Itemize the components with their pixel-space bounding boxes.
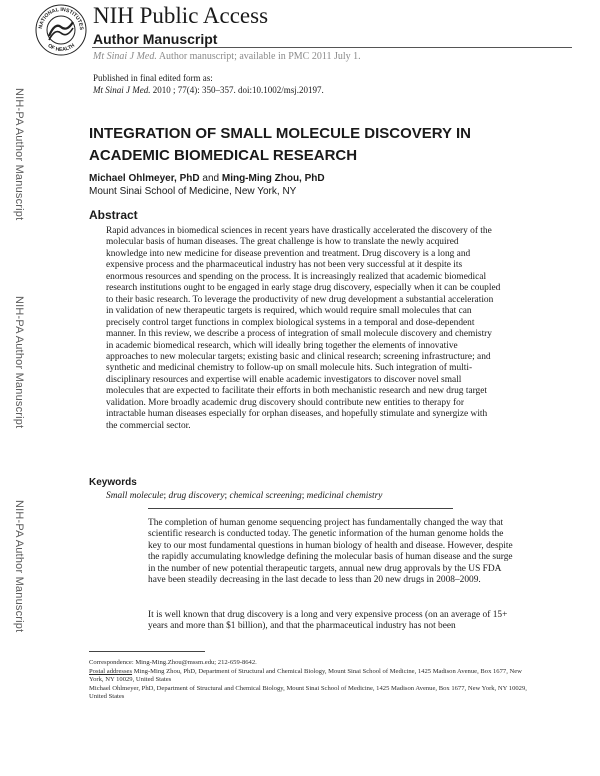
keyword-separator: ;	[224, 491, 230, 501]
body-divider	[148, 508, 453, 509]
footnote-divider	[89, 651, 205, 652]
keyword-separator: ;	[163, 491, 169, 501]
published-in-label: Published in final edited form as:	[93, 73, 213, 83]
postal-address-label: Postal address	[89, 668, 127, 675]
abstract-heading: Abstract	[89, 208, 138, 222]
nih-public-access-title: NIH Public Access	[93, 3, 269, 28]
author-1: Michael Ohlmeyer, PhD	[89, 173, 200, 184]
author-conjunction: and	[199, 173, 222, 184]
keywords-heading: Keywords	[89, 477, 137, 488]
header-divider	[92, 47, 572, 48]
keyword: chemical screening	[229, 491, 302, 501]
postal-address-suffix: es	[126, 668, 133, 675]
availability-text: Author manuscript; available in PMC 2011 July 1.	[156, 51, 361, 62]
abstract-text: Rapid advances in biomedical sciences in recent years have drastically accelerated the discovery of the molecular basis of human diseases. The great challenge is how to translate the newly acquired knowledge into new medicine for disease prevention and treatment. Drug discovery is a long and expensive process and the pharmaceutical industry has not been very successful at it despite its enormous resources and spending on the process. It is increasingly realized that academic biomedical research institutions ought to be engaged in early stage drug discovery, especially when it can be coupled to their basic research. To leverage the productivity of new drug development a substantial acceleration in validation of new therapeutic targets is required, which would require small molecules that can precisely control target functions in complex biological systems in a temporal and dose-dependent manner. In this review, we describe a process of integration of small molecule discovery and chemistry in academic biomedical research, which will ideally bring together the elements of innovative approaches to new molecular targets; existing basic and clinical research; screening infrastructure; and synthetic and medicinal chemistry to follow-up on small molecule hits. Such integration of multi-disciplinary resources and expertise will enable academic investigators to discover novel small molecules that are expected to facilitate their efforts in both mechanistic research and new drug target validation. More broadly academic drug discovery should contribute new entities to therapy for intractable human diseases especially for orphan diseases, and hopefully stimulate and synergize with the commercial sector.	[106, 226, 501, 431]
citation-journal: Mt Sinai J Med.	[93, 85, 151, 95]
svg-text:OF HEALTH: OF HEALTH	[46, 42, 76, 54]
affiliation: Mount Sinai School of Medicine, New York, NY	[89, 186, 297, 197]
author-line	[89, 172, 325, 185]
body-paragraph-2: It is well known that drug discovery is a long and very expensive process (on an average of 15+ years and more than $1 billion), and that the pharmaceutical industry has not been	[148, 610, 508, 632]
keywords-list	[106, 490, 382, 502]
keyword: drug discovery	[168, 491, 225, 501]
footnote-postal-address	[89, 668, 529, 685]
nih-logo-icon	[34, 3, 88, 57]
availability-line	[93, 50, 361, 63]
svg-text:NATIONAL INSTITUTES: NATIONAL INSTITUTES	[37, 6, 85, 31]
author-2: Ming-Ming Zhou, PhD	[221, 173, 325, 184]
keyword: Small molecule	[106, 491, 164, 501]
footnote-correspondence: Correspondence: Ming-Ming.Zhou@mssm.edu; 212-659-8642.	[89, 659, 257, 666]
keyword-separator: ;	[301, 491, 307, 501]
citation-line	[93, 84, 324, 96]
side-watermark-bottom: NIH-PA Author Manuscript	[13, 500, 25, 633]
author-manuscript-label: Author Manuscript	[93, 31, 218, 47]
article-title: INTEGRATION OF SMALL MOLECULE DISCOVERY IN ACADEMIC BIOMEDICAL RESEARCH	[89, 125, 471, 164]
postal-address-text: Ming-Ming Zhou, PhD, Department of Structural and Chemical Biology, Mount Sinai School of Medicine, 1425 Madison Avenue, Box 1677, New York, NY 10029, United States	[89, 668, 522, 684]
body-paragraph-1: The completion of human genome sequencing project has fundamentally changed the way that scientific research is conducted today. The genetic information of the human genome holds the key to our most fundamental questions in human biology of health and disease. However, despite the rapidly accumulating knowledge defining the molecular basis of human disease and the surge in the number of new potential therapeutic targets, annual new drug approvals by the US FDA have been steadily decreasing in the last decade to less than 20 new drugs in 2008–2009.	[148, 518, 513, 586]
citation-details: 2010 ; 77(4): 350–357. doi:10.1002/msj.20197.	[150, 85, 324, 95]
side-watermark-top: NIH-PA Author Manuscript	[13, 88, 25, 221]
keyword: medicinal chemistry	[306, 491, 383, 501]
side-watermark-middle: NIH-PA Author Manuscript	[13, 296, 25, 429]
footnote-second-address: Michael Ohlmeyer, PhD, Department of Structural and Chemical Biology, Mount Sinai School of Medicine, 1425 Madison Avenue, Box 1677, New York, NY 10029, United States	[89, 685, 527, 701]
journal-abbrev: Mt Sinai J Med.	[93, 51, 157, 62]
